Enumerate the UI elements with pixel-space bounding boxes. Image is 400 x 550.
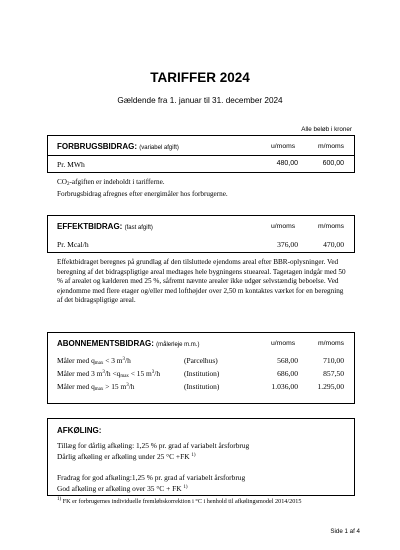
col-header-incl-vat: m/moms [318, 223, 345, 230]
col-header-excl-vat: u/moms [271, 223, 296, 230]
forbrugsbidrag-heading: FORBRUGSBIDRAG: (variabel afgift) [57, 142, 179, 151]
divider [48, 155, 354, 156]
forbrugsbidrag-notes: $CO_2$-afgiften er indeholdt i tarifferne. Forbrugsbidrag afregnes efter energimåler hos forbrugerne. [57, 178, 228, 198]
footnote: $^{1)}$ FK er forbrugernes individuelle fremløbskorrektion i °C i henhold til afkølingsmodel 2014/2015 [57, 497, 302, 505]
meter-row-label: Måler med $q_{max} < 3$ $m^3/h$ [57, 356, 131, 366]
row-label: Pr. MWh [57, 160, 85, 169]
page-title: TARIFFER 2024 [150, 70, 250, 85]
col-header-excl-vat: u/moms [271, 340, 296, 347]
effektbidrag-box [47, 215, 355, 253]
col-header-excl-vat: u/moms [271, 143, 296, 150]
page-subtitle: Gældende fra 1. januar til 31. december 2024 [117, 96, 283, 105]
abonnementsbidrag-heading: ABONNEMENTSBIDRAG: (målerleje m.m.) [57, 339, 200, 348]
meter-row-label: Måler med 3 $m^3/h <q_{max} < 15$ $m^3/h$ [57, 369, 161, 379]
amount-note: Alle beløb i kroner [301, 126, 352, 133]
value-excl-vat: 1.036,00 [271, 382, 298, 391]
afkoling-line: God afkøling er afkøling over 35 °C + FK $^{1)}$ [57, 484, 188, 493]
row-label: Pr. Mcal/h [57, 240, 89, 249]
afkoling-line: Fradrag for god afkøling:1,25 % pr. grad af variabelt årsforbrug [57, 473, 246, 482]
value-excl-vat: 376,00 [277, 240, 298, 249]
effektbidrag-description: Effektbidraget beregnes på grundlag af den tilsluttede ejendoms areal efter BBR-oplysninger. Ved beregning af det bidragspligtige areal medtages hele bygningens stueareal. Tagetagen indgår med 50 % af arealet og kælderen med 25 %, såfremt nævnte arealer ikke udgør selvstændig beboelse. Ved ejendomme med flere etager og/eller med lofthøjder over 2,50 m kontaktes værket for en beregning af det bidragspligtige areal. [57, 258, 346, 305]
value-incl-vat: 1.295,00 [317, 382, 344, 391]
afkoling-box [47, 418, 355, 496]
abonnementsbidrag-box [47, 332, 355, 404]
value-excl-vat: 568,00 [277, 356, 298, 365]
meter-row-type: (Parcelhus) [184, 356, 218, 365]
forbrugsbidrag-box [47, 135, 355, 173]
meter-row-label: Måler med $q_{max} > 15$ $m^3/h$ [57, 382, 135, 392]
afkoling-line: Tillæg for dårlig afkøling: 1,25 % pr. grad af variabelt årsforbrug [57, 441, 250, 450]
value-excl-vat: 480,00 [276, 160, 298, 167]
effektbidrag-heading: EFFEKTBIDRAG: (fast afgift) [57, 222, 153, 231]
value-incl-vat: 470,00 [323, 240, 344, 249]
col-header-incl-vat: m/moms [318, 340, 345, 347]
afkoling-line: Dårlig afkøling er afkøling under 25 °C +FK $^{1)}$ [57, 452, 196, 461]
value-excl-vat: 686,00 [277, 369, 298, 378]
value-incl-vat: 600,00 [322, 160, 344, 167]
value-incl-vat: 857,50 [323, 369, 344, 378]
value-incl-vat: 710,00 [323, 356, 344, 365]
meter-row-type: (Institution) [184, 382, 220, 391]
page-number: Side 1 af 4 [330, 528, 360, 535]
meter-row-type: (Institution) [184, 369, 220, 378]
col-header-incl-vat: m/moms [318, 143, 345, 150]
afkoling-heading: AFKØLING: [57, 426, 102, 435]
